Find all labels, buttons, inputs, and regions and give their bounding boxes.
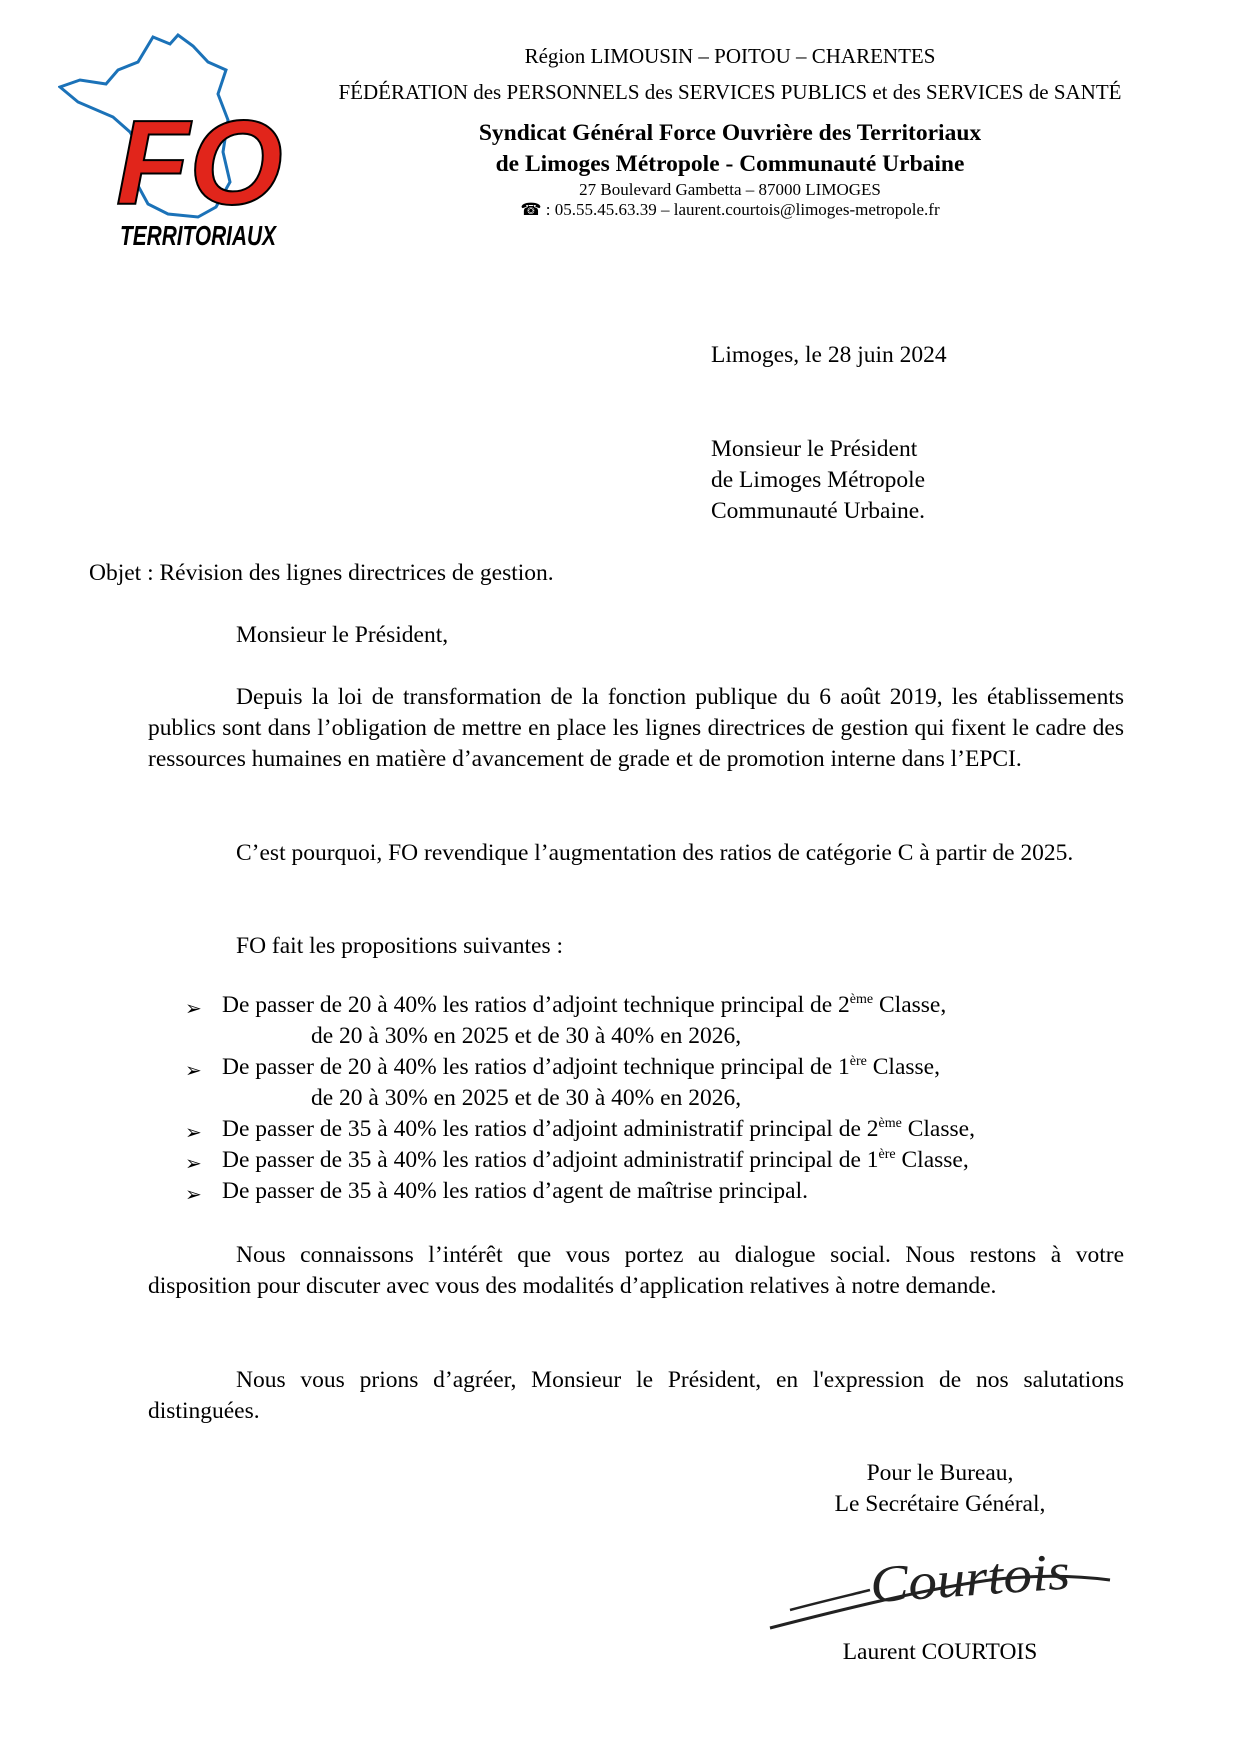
logo-fo-mark: FO bbox=[116, 96, 283, 230]
svg-text:Courtois: Courtois bbox=[868, 1544, 1054, 1615]
contact-line bbox=[290, 200, 1170, 220]
handwritten-signature bbox=[760, 1540, 1120, 1640]
bullet-arrow-icon: ➢ bbox=[185, 1153, 202, 1175]
proposal-item: De passer de 35 à 40% les ratios d’adjoint administratif principal de 2ème Classe, bbox=[222, 1116, 975, 1142]
fo-territoriaux-logo bbox=[58, 32, 318, 282]
paragraph-claim: C’est pourquoi, FO revendique l’augmentation des ratios de catégorie C à partir de 2025. bbox=[236, 840, 1074, 866]
region-line: Région LIMOUSIN – POITOU – CHARENTES bbox=[524, 44, 936, 68]
bullet-arrow-icon: ➢ bbox=[185, 1184, 202, 1206]
subject-line: Objet : Révision des lignes directrices de gestion. bbox=[89, 560, 554, 586]
proposal-item: De passer de 35 à 40% les ratios d’adjoint administratif principal de 1ère Classe, bbox=[222, 1147, 969, 1173]
signature-block bbox=[790, 1458, 1090, 1520]
paragraph-intro-proposals: FO fait les propositions suivantes : bbox=[236, 933, 564, 959]
paragraph-closing: Nous vous prions d’agréer, Monsieur le Président, en l'expression de nos salutations distinguées. bbox=[148, 1367, 1124, 1424]
contact-details: : 05.55.45.63.39 – laurent.courtois@limoges-metropole.fr bbox=[541, 200, 940, 219]
bullet-arrow-icon: ➢ bbox=[185, 1122, 202, 1144]
proposal-item: De passer de 20 à 40% les ratios d’adjoint technique principal de 1ère Classe, bbox=[222, 1054, 940, 1080]
logo-caption: TERRITORIAUX bbox=[120, 220, 278, 251]
syndicate-line-1: Syndicat Général Force Ouvrière des Territoriaux bbox=[478, 120, 982, 146]
signature-line: Le Secrétaire Général, bbox=[834, 1491, 1046, 1517]
syndicate-line-2: de Limoges Métropole - Communauté Urbaine bbox=[495, 151, 965, 177]
phone-icon: ☎ bbox=[520, 200, 542, 219]
proposal-item: De passer de 35 à 40% les ratios d’agent de maîtrise principal. bbox=[222, 1178, 808, 1204]
recipient-block bbox=[711, 434, 925, 527]
proposal-sub-item: de 20 à 30% en 2025 et de 30 à 40% en 2026, bbox=[311, 1085, 742, 1111]
federation-line: FÉDÉRATION des PERSONNELS des SERVICES PUBLICS et des SERVICES de SANTÉ bbox=[338, 80, 1122, 104]
syndicate-name bbox=[290, 118, 1170, 180]
signature-line: Pour le Bureau, bbox=[866, 1460, 1014, 1486]
recipient-line: de Limoges Métropole bbox=[711, 467, 926, 493]
proposal-sub-item: de 20 à 30% en 2025 et de 30 à 40% en 2026, bbox=[311, 1023, 742, 1049]
paragraph-law: Depuis la loi de transformation de la fonction publique du 6 août 2019, les établissements publics sont dans l’obligation de mettre en place les lignes directrices de gestion qui fixent le cadre des ressources humaines en matière d’avancement de grade et de promotion interne dans l’EPCI. bbox=[148, 684, 1124, 772]
bullet-arrow-icon: ➢ bbox=[185, 1060, 202, 1082]
recipient-line: Monsieur le Président bbox=[711, 436, 918, 462]
proposal-item: De passer de 20 à 40% les ratios d’adjoint technique principal de 2ème Classe, bbox=[222, 992, 947, 1018]
salutation: Monsieur le Président, bbox=[236, 622, 449, 648]
recipient-line: Communauté Urbaine. bbox=[711, 498, 926, 524]
bullet-arrow-icon: ➢ bbox=[185, 998, 202, 1020]
place-date: Limoges, le 28 juin 2024 bbox=[711, 342, 947, 368]
paragraph-dialogue: Nous connaissons l’intérêt que vous portez au dialogue social. Nous restons à votre disposition pour discuter avec vous des modalités d’application relatives à notre demande. bbox=[148, 1242, 1124, 1299]
signatory-name: Laurent COURTOIS bbox=[842, 1639, 1038, 1665]
address-line: 27 Boulevard Gambetta – 87000 LIMOGES bbox=[579, 180, 881, 199]
